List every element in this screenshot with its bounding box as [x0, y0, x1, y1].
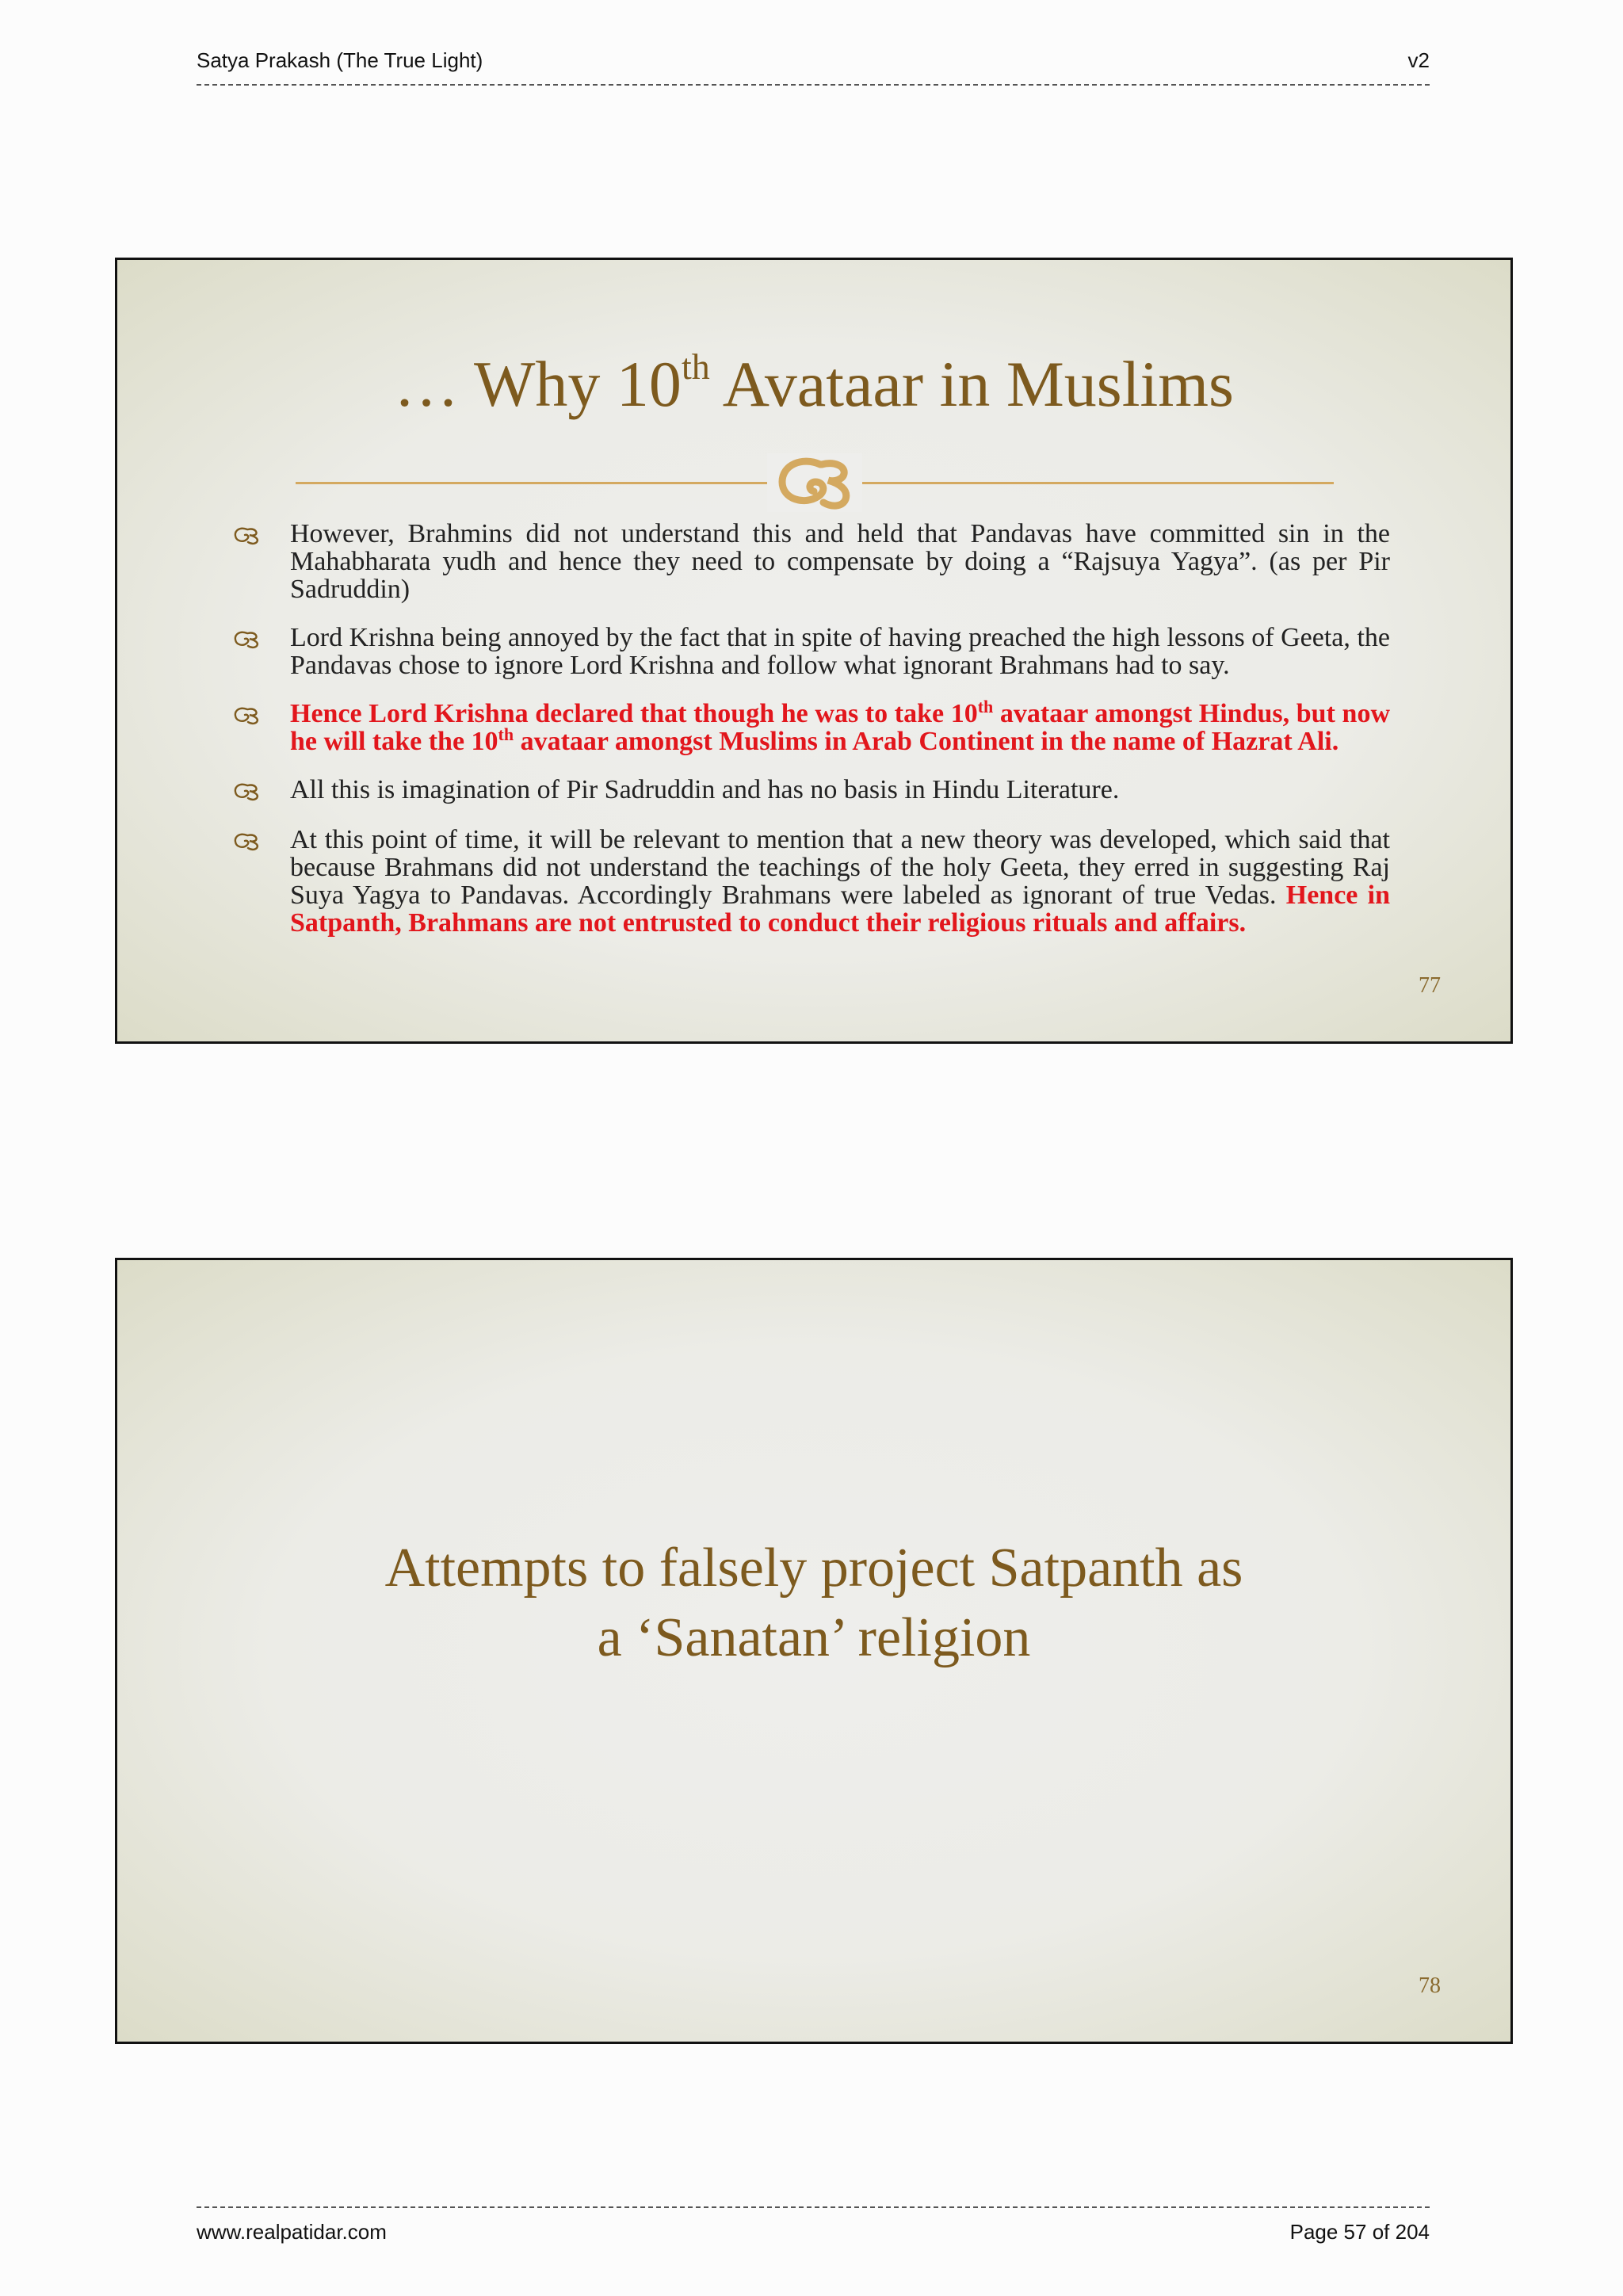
list-item: At this point of time, it will be relevant to mention that a new theory was developed, which said that because Brahmans did not understand the teachings of the holy Geeta, they erred in suggesting Raj Suya Yagya to Pandavas. Accordingly Brahmans were labeled as ignorant of true Vedas. Hence in Satpanth, Brahmans are not entrusted to conduct their religious rituals and affairs.	[233, 826, 1390, 937]
title-divider	[296, 464, 1334, 512]
page-number: Page 57 of 204	[1289, 2219, 1430, 2244]
website-link[interactable]: www.realpatidar.com	[197, 2219, 387, 2244]
slide-title: … Why 10th Avataar in Muslims	[394, 346, 1234, 420]
curl-ornament-icon	[767, 453, 862, 512]
list-item: Lord Krishna being annoyed by the fact that in spite of having preached the high lessons of Geeta, the Pandavas chose to ignore Lord Krishna and follow what ignorant Brahmans had to say.	[233, 624, 1390, 679]
footer-divider	[197, 2206, 1430, 2208]
slide-78	[115, 1258, 1513, 2044]
bullet-list	[233, 520, 1390, 957]
curl-bullet-icon	[233, 624, 290, 679]
slide-number: 78	[1419, 1973, 1441, 1998]
page-footer	[197, 2206, 1430, 2248]
page-header	[197, 44, 1430, 86]
curl-bullet-icon	[233, 776, 290, 805]
curl-bullet-icon	[233, 520, 290, 603]
list-item: However, Brahmins did not understand this and held that Pandavas have committed sin in the Mahabharata yudh and hence they need to compensate by doing a “Rajsuya Yagya”. (as per Pir Sadruddin)	[233, 520, 1390, 603]
list-item: Hence Lord Krishna declared that though he was to take 10th avataar amongst Hindus, but now he will take the 10th avataar amongst Muslims in Arab Continent in the name of Hazrat Ali.	[233, 700, 1390, 755]
slide-number: 77	[1419, 973, 1441, 998]
list-item: All this is imagination of Pir Sadruddin and has no basis in Hindu Literature.	[233, 776, 1390, 805]
document-title: Satya Prakash (The True Light)	[197, 48, 483, 72]
slide-77	[115, 258, 1513, 1044]
document-version: v2	[1407, 48, 1430, 72]
header-divider	[197, 84, 1430, 86]
curl-bullet-icon	[233, 826, 290, 937]
curl-bullet-icon	[233, 700, 290, 755]
section-title: Attempts to falsely project Satpanth as a ‘Sanatan’ religion	[384, 1538, 1243, 1668]
